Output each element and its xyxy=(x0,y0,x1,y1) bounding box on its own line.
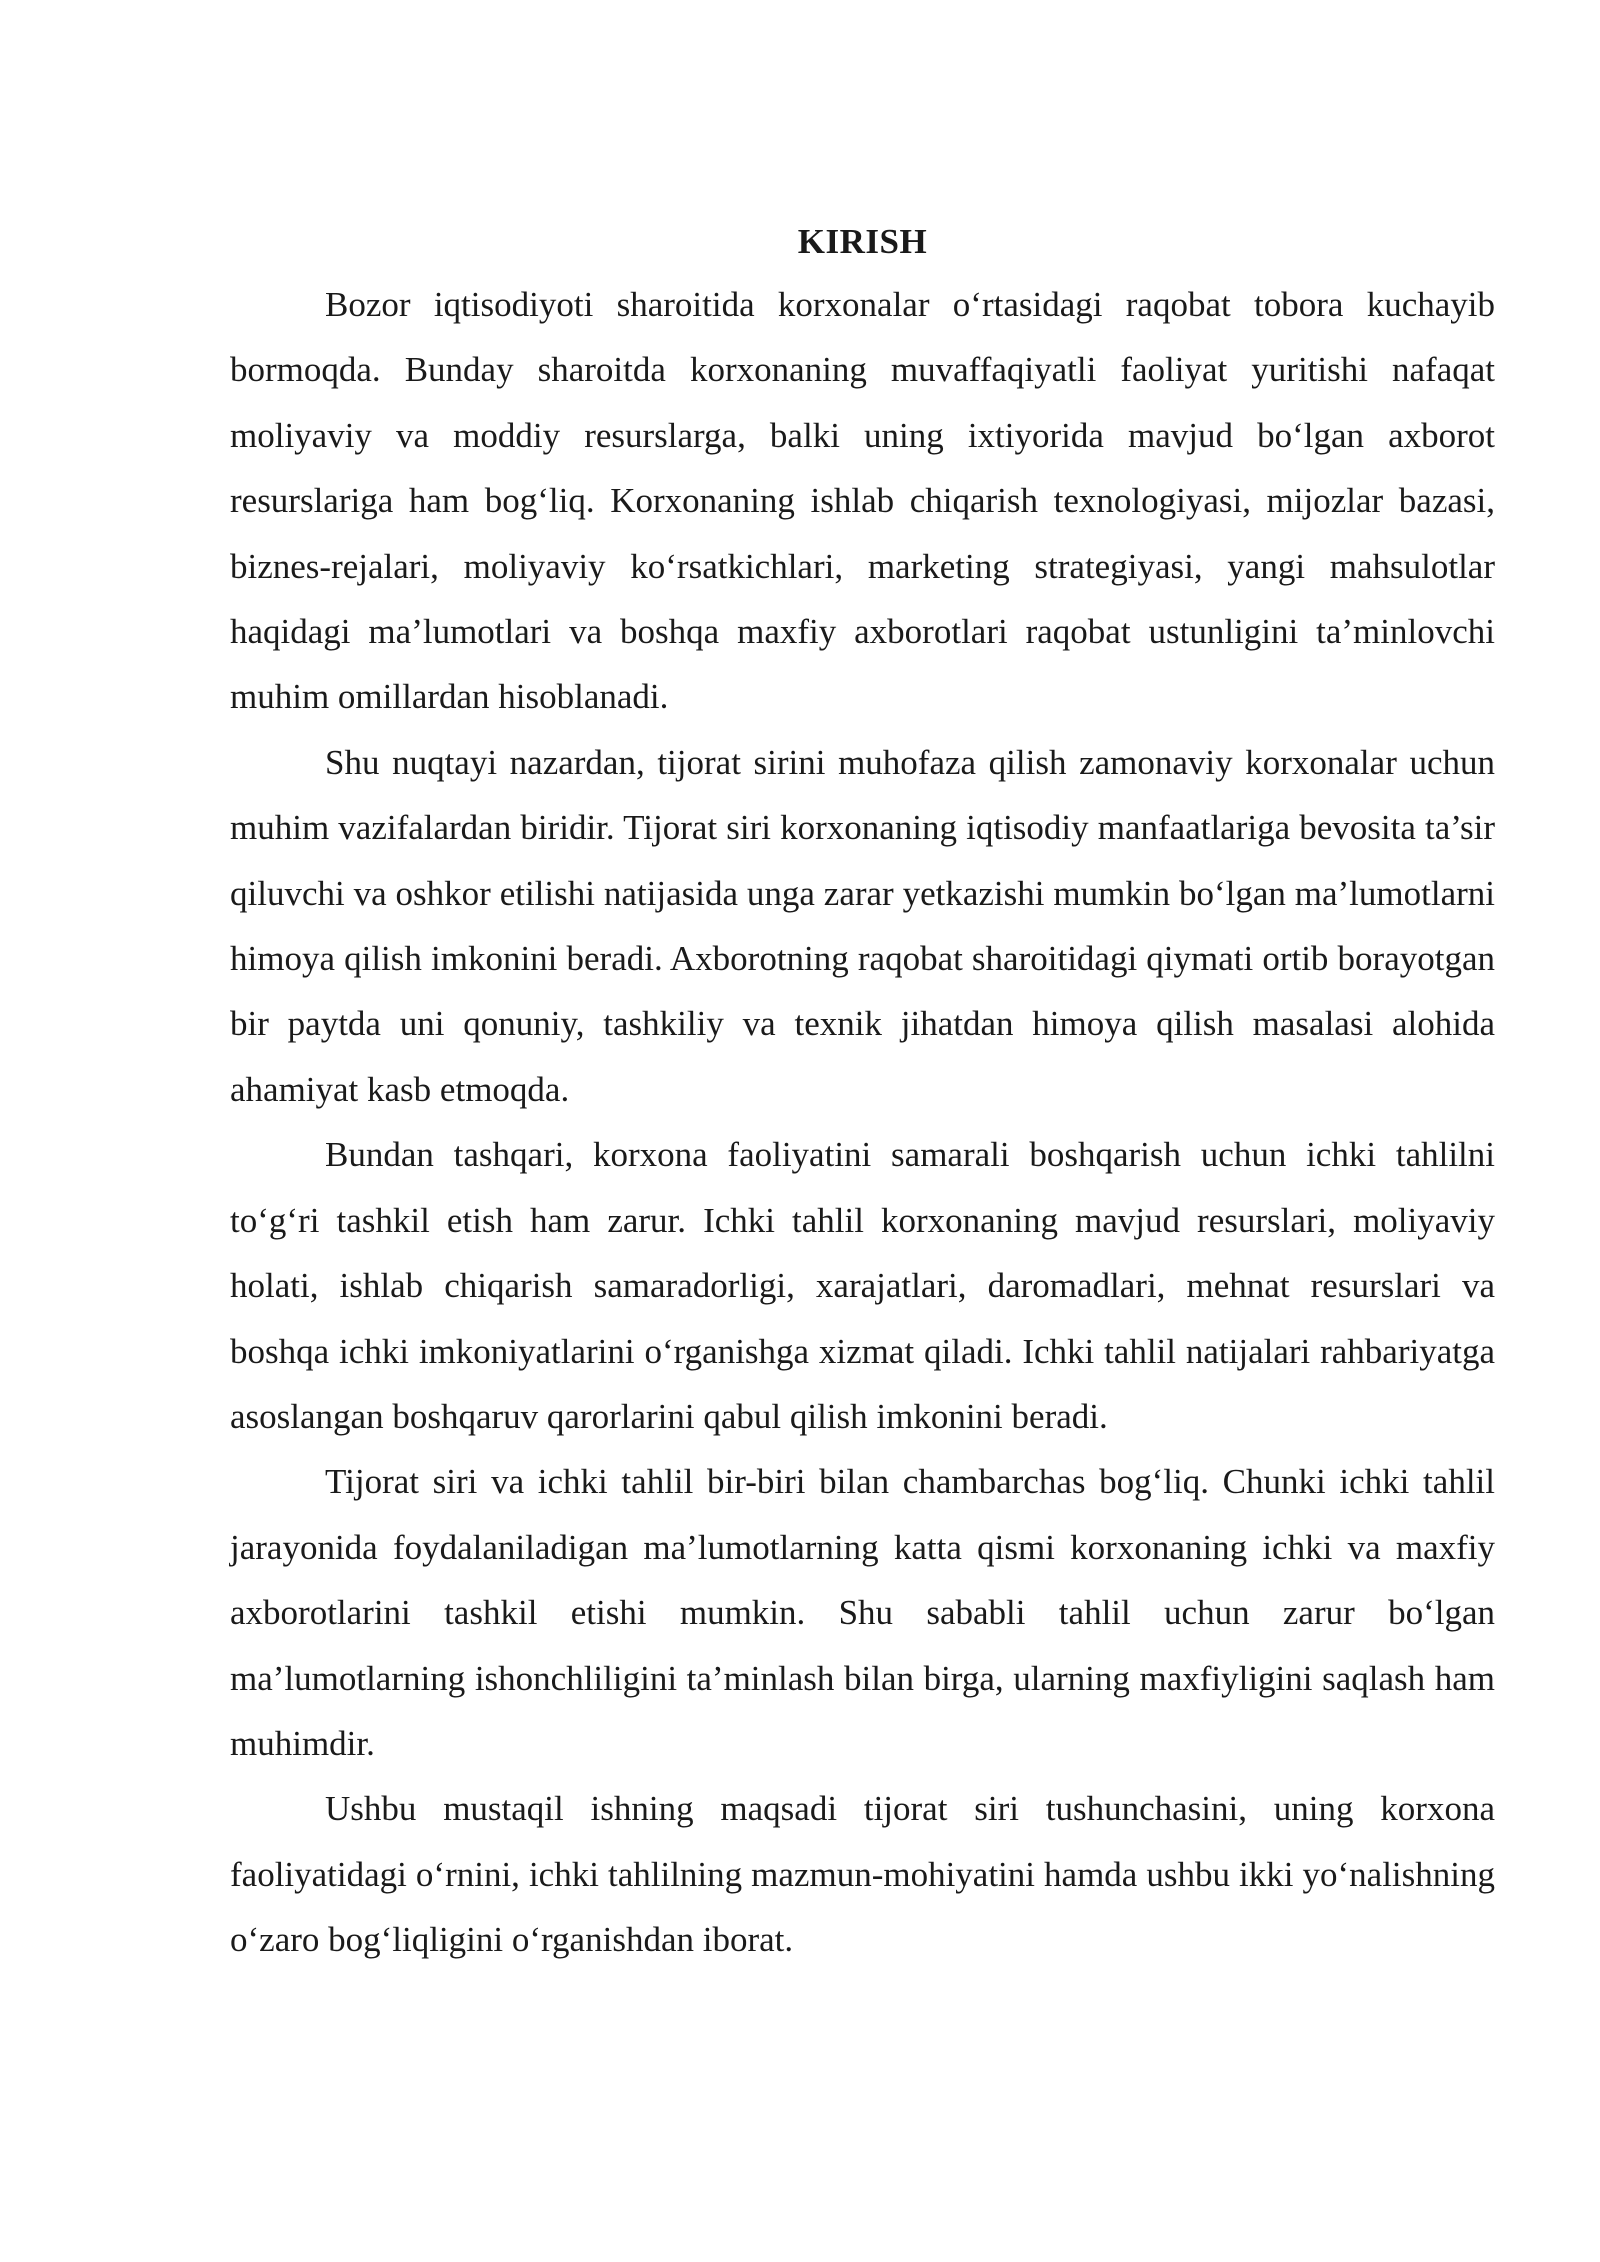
paragraph-5: Ushbu mustaqil ishning maqsadi tijorat siri tushunchasini, uning korxona faoliyatidagi o‘rnini, ichki tahlilning mazmun-mohiyatini hamda ushbu ikki yo‘nalishning o‘zaro bog‘liqligini o‘rganishdan iborat. xyxy=(230,1789,1495,1960)
paragraph-2: Shu nuqtayi nazardan, tijorat sirini muhofaza qilish zamonaviy korxonalar uchun muhim vazifalardan biridir. Tijorat siri korxonaning iqtisodiy manfaatlariga bevosita ta’sir qiluvchi va oshkor etilishi natijasida unga zarar yetkazishi mumkin bo‘lgan ma’lumotlarni himoya qilish imkonini beradi. Axborotning raqobat sharoitidagi qiymati ortib borayotgan bir paytda uni qonuniy, tashkiliy va texnik jihatdan himoya qilish masalasi alohida ahamiyat kasb etmoqda. xyxy=(230,742,1495,1109)
document-body xyxy=(230,212,1495,1973)
paragraph-4: Tijorat siri va ichki tahlil bir-biri bilan chambarchas bog‘liq. Chunki ichki tahlil jarayonida foydalaniladigan ma’lumotlarning katta qismi korxonaning ichki va maxfiy axborotlarini tashkil etishi mumkin. Shu sababli tahlil uchun zarur bo‘lgan ma’lumotlarning ishonchliligini ta’minlash bilan birga, ularning maxfiyligini saqlash ham muhimdir. xyxy=(230,1462,1495,1763)
paragraph-3: Bundan tashqari, korxona faoliyatini samarali boshqarish uchun ichki tahlilni to‘g‘ri tashkil etish ham zarur. Ichki tahlil korxonaning mavjud resurslari, moliyaviy holati, ishlab chiqarish samaradorligi, xarajatlari, daromadlari, mehnat resurslari va boshqa ichki imkoniyatlarini o‘rganishga xizmat qiladi. Ichki tahlil natijalari rahbariyatga asoslangan boshqaruv qarorlarini qabul qilish imkonini beradi. xyxy=(230,1135,1495,1436)
section-title: KIRISH xyxy=(797,222,928,261)
paragraph-1: Bozor iqtisodiyoti sharoitida korxonalar o‘rtasidagi raqobat tobora kuchayib bormoqda. Bunday sharoitda korxonaning muvaffaqiyatli faoliyat yuritishi nafaqat moliyaviy va moddiy resurslarga, balki uning ixtiyorida mavjud bo‘lgan axborot resurslariga ham bog‘liq. Korxonaning ishlab chiqarish texnologiyasi, mijozlar bazasi, biznes-rejalari, moliyaviy ko‘rsatkichlari, marketing strategiyasi, yangi mahsulotlar haqidagi ma’lumotlari va boshqa maxfiy axborotlari raqobat ustunligini ta’minlovchi muhim omillardan hisoblanadi. xyxy=(230,285,1495,717)
